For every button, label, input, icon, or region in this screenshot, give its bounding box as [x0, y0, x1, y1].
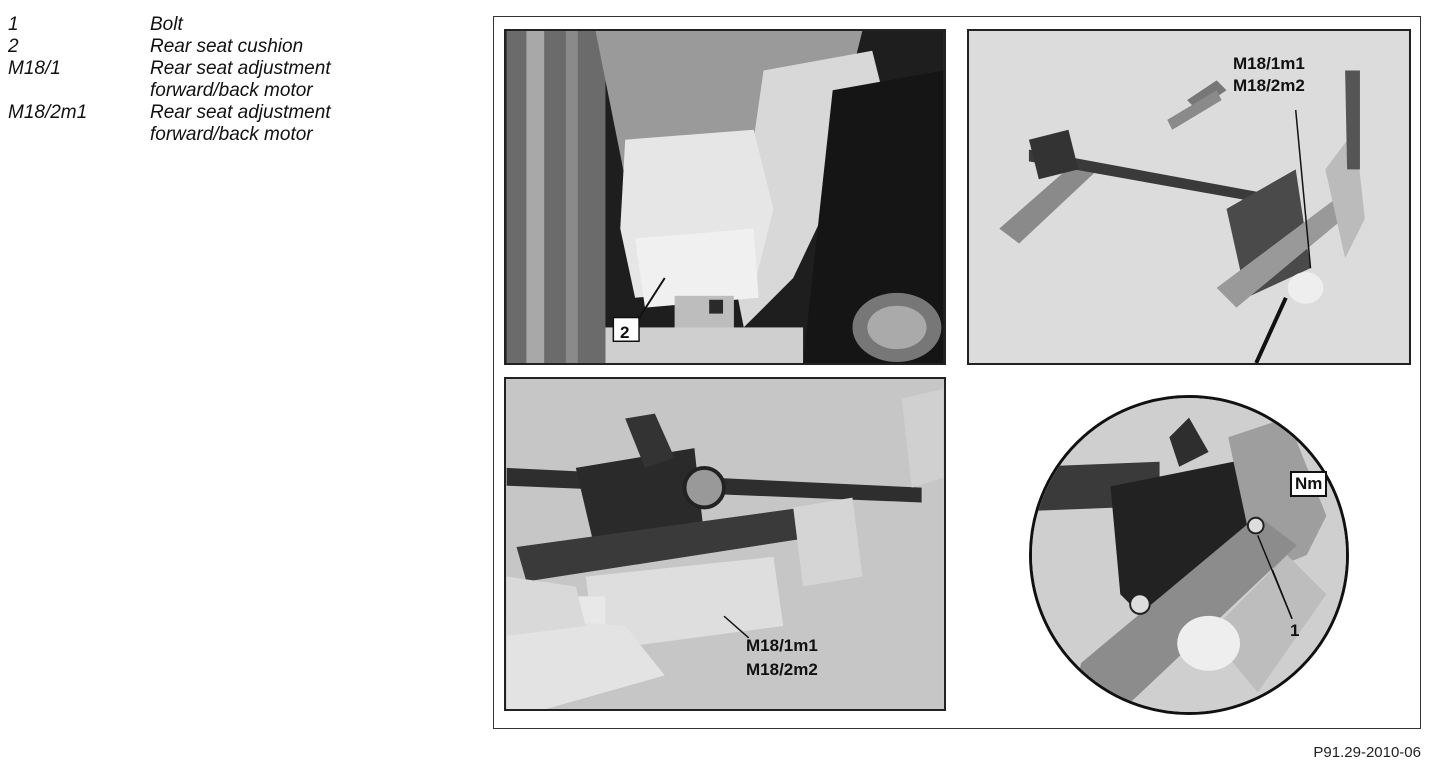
- photo-rear-seat-cushion: [504, 29, 946, 365]
- figure-id: P91.29-2010-06: [1313, 744, 1421, 761]
- seat-frame-illustration: [969, 31, 1409, 363]
- figure-frame: [493, 16, 1421, 729]
- callout-motor-bottom-line2: M18/2m2: [746, 660, 818, 679]
- legend-key: M18/1: [8, 58, 61, 79]
- rear-seat-illustration: [506, 31, 944, 363]
- legend-key: 1: [8, 14, 19, 35]
- callout-motor-top-line2: M18/2m2: [1233, 76, 1305, 95]
- callout-motor-bottom-line1: M18/1m1: [746, 636, 818, 655]
- torque-label: Nm: [1290, 471, 1327, 497]
- legend-value: Bolt: [150, 14, 183, 35]
- legend: [8, 14, 428, 146]
- callout-motor-top-line1: M18/1m1: [1233, 54, 1305, 73]
- legend-item: [8, 14, 428, 36]
- callout-bolt: 1: [1290, 621, 1300, 640]
- photo-seat-frame: [967, 29, 1411, 365]
- legend-value: Rear seat cushion: [150, 36, 304, 57]
- legend-item: [8, 36, 428, 58]
- legend-value: Rear seat adjustment forward/back motor: [150, 102, 331, 145]
- detail-zoom-circle: [1029, 395, 1349, 715]
- legend-key: M18/2m1: [8, 102, 88, 123]
- photo-motor-removal: [504, 377, 946, 711]
- bolt-detail-illustration: [1032, 398, 1346, 712]
- legend-item: [8, 58, 428, 102]
- legend-key: 2: [8, 36, 19, 57]
- legend-value: Rear seat adjustment forward/back motor: [150, 58, 331, 101]
- motor-removal-illustration: [506, 379, 944, 709]
- callout-seat-cushion: 2: [620, 323, 630, 342]
- legend-item: [8, 102, 428, 146]
